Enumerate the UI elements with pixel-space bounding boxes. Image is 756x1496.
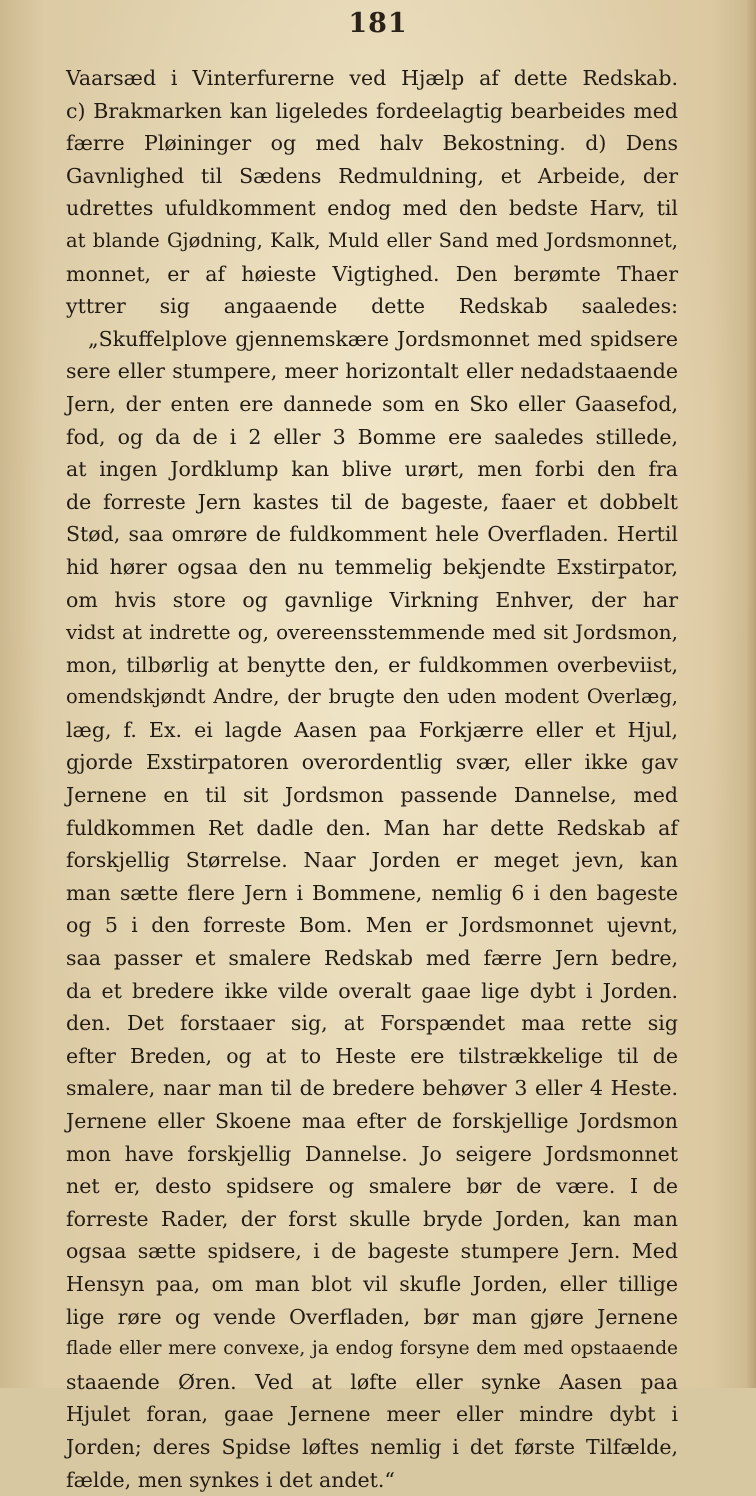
text-line: færre Pløininger og med halv Bekostning. d) Dens xyxy=(66,131,678,156)
page-edge-shadow xyxy=(746,0,756,1388)
text-line: Gavnlighed til Sædens Redmuldning, et Arbeide, der xyxy=(66,163,678,188)
text-line: Hjulet foran, gaae Jernene meer eller mindre dybt i xyxy=(66,1402,678,1427)
text-line: Jorden; deres Spidse løftes nemlig i det første Tilfælde, xyxy=(66,1434,678,1459)
text-line: da et bredere ikke vilde overalt gaae lige dybt i Jorden. xyxy=(66,978,678,1003)
text-line: læg, f. Ex. ei lagde Aasen paa Forkjærre eller et Hjul, xyxy=(66,717,678,742)
text-line: omendskjøndt Andre, der brugte den uden modent Overlæg, xyxy=(66,685,678,709)
text-line: mon, tilbørlig at benytte den, er fuldkommen overbeviist, xyxy=(66,652,678,677)
text-line: ogsaa sætte spidsere, i de bageste stumpere Jern. Med xyxy=(66,1239,678,1264)
text-line: gjorde Exstirpatoren overordentlig svær, eller ikke gav xyxy=(66,750,678,775)
text-line: Stød, saa omrøre de fuldkomment hele Overfladen. Hertil xyxy=(66,522,678,547)
text-line: Jern, der enten ere dannede som en Sko eller Gaasefod, xyxy=(66,391,678,416)
text-line: c) Brakmarken kan ligeledes fordeelagtig bearbeides med xyxy=(66,98,678,123)
text-line: fælde, men synkes i det andet.“ xyxy=(66,1467,395,1492)
text-line: at ingen Jordklump kan blive urørt, men forbi den fra xyxy=(66,457,678,482)
text-line: sere eller stumpere, meer horizontalt eller nedadstaaende xyxy=(66,359,678,384)
body-text xyxy=(66,62,678,1496)
text-line: Jernene en til sit Jordsmon passende Dannelse, med xyxy=(66,783,678,808)
text-line: mon have forskjellig Dannelse. Jo seigere Jordsmonnet xyxy=(66,1141,678,1166)
text-line: smalere, naar man til de bredere behøver 3 eller 4 Heste. xyxy=(66,1076,678,1101)
page-number: 181 xyxy=(348,8,408,39)
text-line: staaende Øren. Ved at løfte eller synke Aasen paa xyxy=(66,1369,678,1394)
text-line: forreste Rader, der forst skulle bryde Jorden, kan man xyxy=(66,1206,678,1231)
text-line: monnet, er af høieste Vigtighed. Den berømte Thaer xyxy=(66,261,678,286)
text-line: net er, desto spidsere og smalere bør de være. I de xyxy=(66,1174,678,1199)
text-line: udrettes ufuldkomment endog med den bedste Harv, til xyxy=(66,196,678,221)
text-line: efter Breden, og at to Heste ere tilstrækkelige til de xyxy=(66,1043,678,1068)
text-line: yttrer sig angaaende dette Redskab saaledes: xyxy=(66,294,678,319)
text-line: forskjellig Størrelse. Naar Jorden er meget jevn, kan xyxy=(66,848,678,873)
text-line: om hvis store og gavnlige Virkning Enhver, der har xyxy=(66,587,678,612)
text-line: den. Det forstaaer sig, at Forspændet maa rette sig xyxy=(66,1011,678,1036)
text-line: at blande Gjødning, Kalk, Muld eller Sand med Jordsmonnet, xyxy=(66,228,678,252)
text-line: Jernene eller Skoene maa efter de forskjellige Jordsmon xyxy=(66,1109,678,1133)
text-line: fuldkommen Ret dadle den. Man har dette Redskab af xyxy=(66,815,678,840)
text-line: saa passer et smalere Redskab med færre Jern bedre, xyxy=(66,946,678,971)
text-line: fod, og da de i 2 eller 3 Bomme ere saaledes stillede, xyxy=(66,424,678,449)
text-line: de forreste Jern kastes til de bageste, faaer et dobbelt xyxy=(66,489,678,514)
text-line: hid hører ogsaa den nu temmelig bekjendte Exstirpator, xyxy=(66,554,678,579)
text-line: Hensyn paa, om man blot vil skufle Jorden, eller tillige xyxy=(66,1271,678,1296)
text-line: lige røre og vende Overfladen, bør man gjøre Jernene xyxy=(66,1304,678,1329)
text-line: „Skuffelplove gjennemskære Jordsmonnet med spidsere xyxy=(88,326,678,351)
text-line: Vaarsæd i Vinterfurerne ved Hjælp af dette Redskab. xyxy=(66,66,678,90)
text-line: man sætte flere Jern i Bommene, nemlig 6 i den bageste xyxy=(66,880,678,905)
text-line: flade eller mere convexe, ja endog forsyne dem med opstaaende xyxy=(66,1338,678,1360)
text-line: og 5 i den forreste Bom. Men er Jordsmonnet ujevnt, xyxy=(66,913,678,938)
text-line: vidst at indrette og, overeensstemmende med sit Jordsmon, xyxy=(66,620,678,645)
